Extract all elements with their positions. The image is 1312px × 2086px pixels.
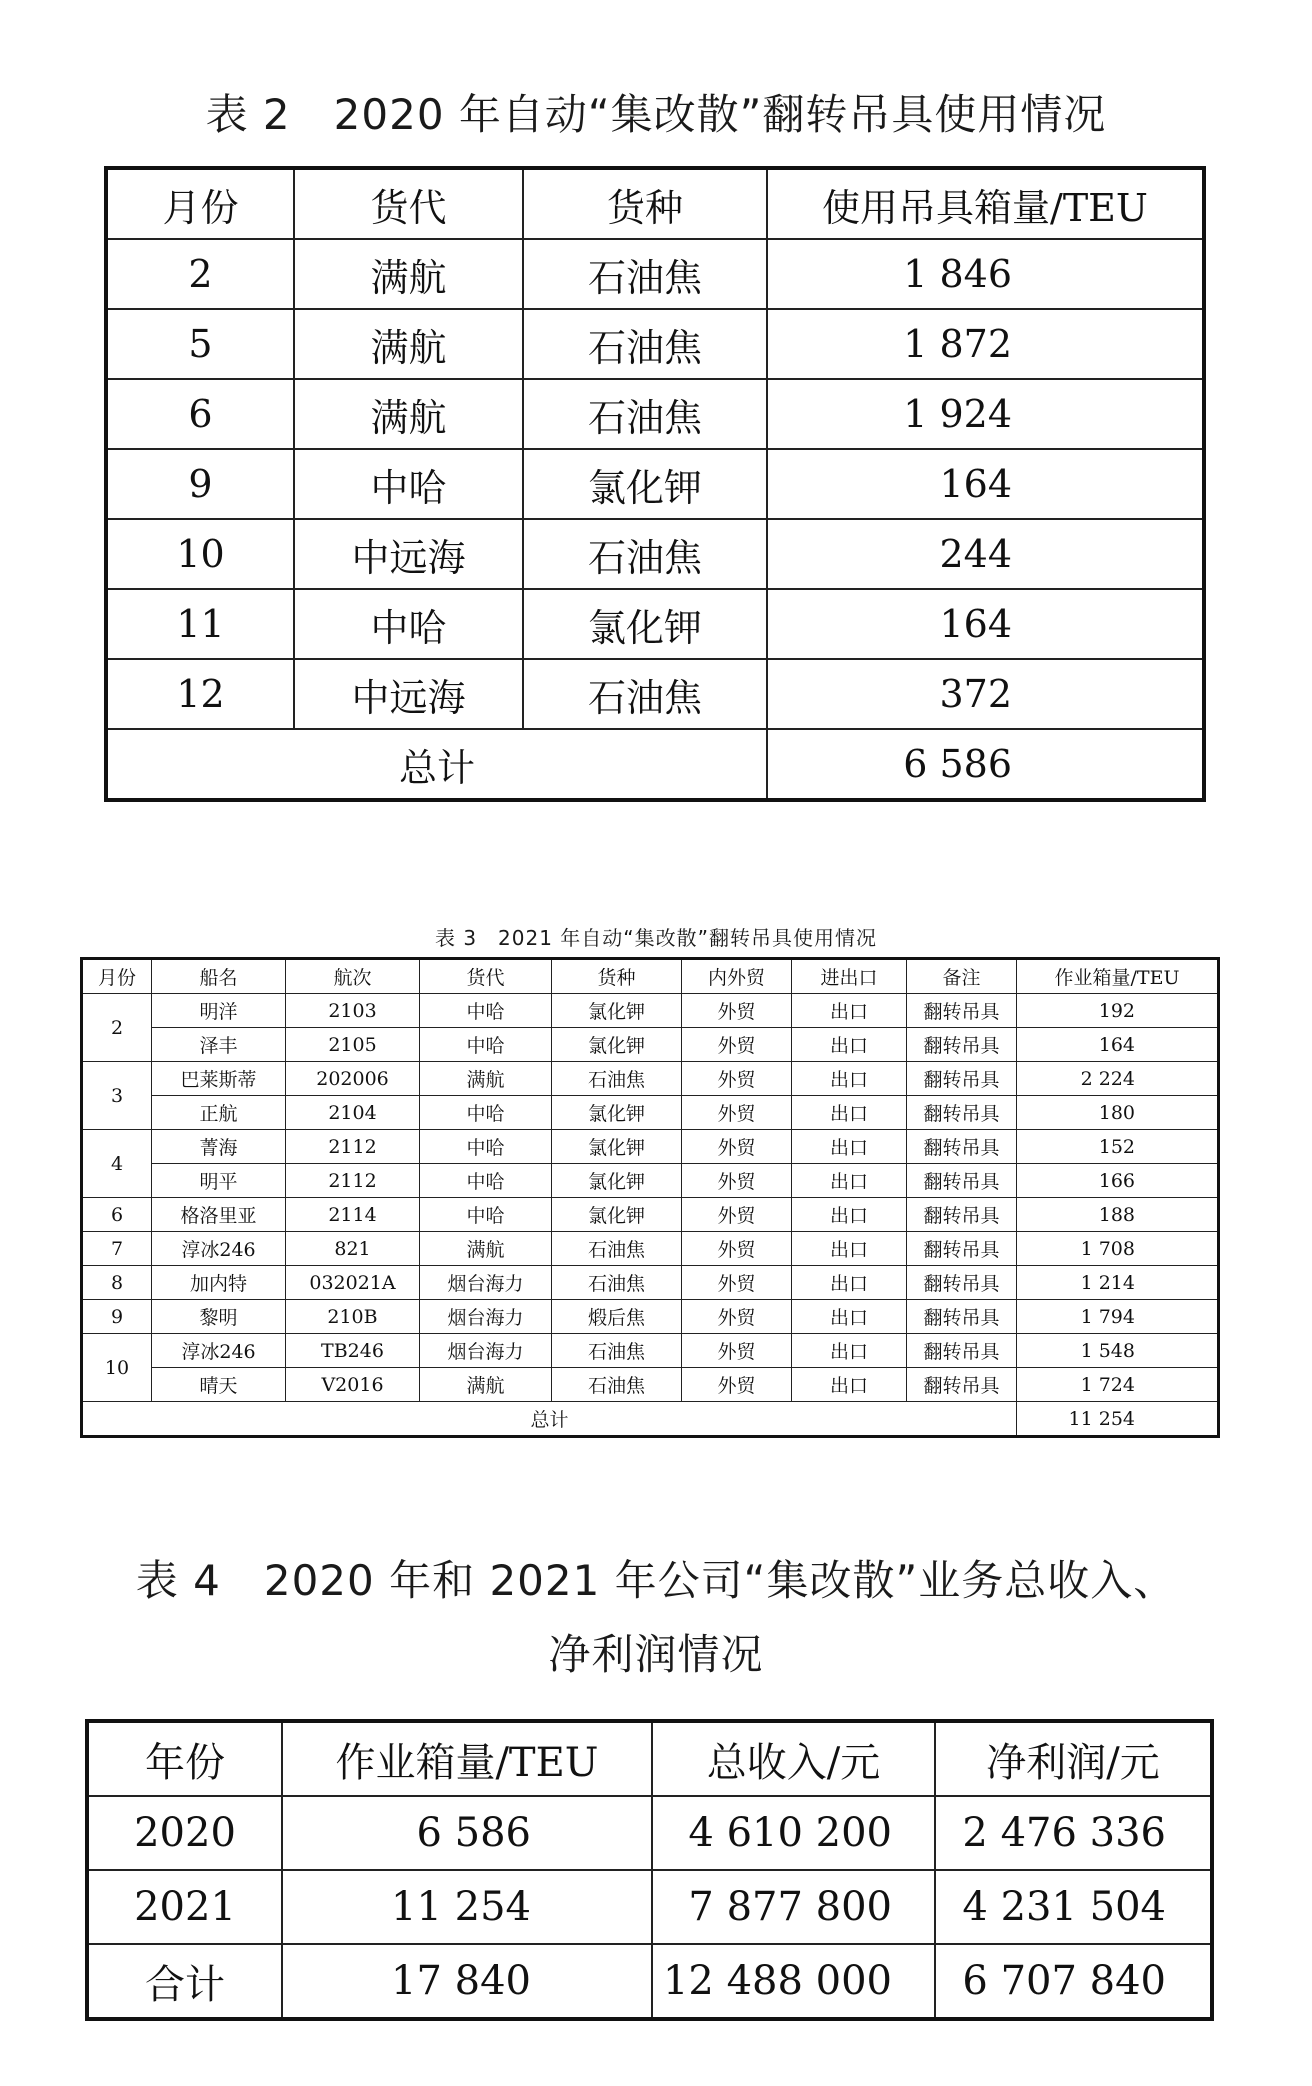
table3-cargo: 石油焦 xyxy=(552,1368,682,1402)
table3-ship: 格洛里亚 xyxy=(152,1198,286,1232)
table-row xyxy=(82,1028,1219,1062)
table4-revenue: 12 488 000 xyxy=(652,1944,935,2019)
table4-header-year: 年份 xyxy=(87,1721,282,1796)
table3-month: 6 xyxy=(82,1198,152,1232)
table3-agent: 中哈 xyxy=(420,1130,552,1164)
table3-trade: 外贸 xyxy=(682,1164,792,1198)
table2-teu: 1 872 xyxy=(767,309,1204,379)
table2-month: 11 xyxy=(106,589,294,659)
table3-ship: 淳冰246 xyxy=(152,1334,286,1368)
table3-io: 出口 xyxy=(792,1334,907,1368)
table3-cargo: 石油焦 xyxy=(552,1062,682,1096)
table3-teu: 192 xyxy=(1017,994,1219,1028)
table-row xyxy=(82,994,1219,1028)
table2-month: 6 xyxy=(106,379,294,449)
table3-header-teu: 作业箱量/TEU xyxy=(1017,959,1219,994)
table3-voyage: 202006 xyxy=(286,1062,420,1096)
table-row xyxy=(82,1368,1219,1402)
table3-month: 8 xyxy=(82,1266,152,1300)
table4-title-line1: 表 4 2020 年和 2021 年公司“集改散”业务总收入、 xyxy=(135,1556,1177,1605)
table2-total-label: 总计 xyxy=(106,729,767,800)
table4-year: 合计 xyxy=(87,1944,282,2019)
table3-header-trade: 内外贸 xyxy=(682,959,792,994)
table3-ship: 明平 xyxy=(152,1164,286,1198)
table3-cargo: 氯化钾 xyxy=(552,994,682,1028)
table3-teu: 1 794 xyxy=(1017,1300,1219,1334)
table2-agent: 中远海 xyxy=(294,519,523,589)
table3-io: 出口 xyxy=(792,1164,907,1198)
table3-note: 翻转吊具 xyxy=(907,1028,1017,1062)
table3-cargo: 氯化钾 xyxy=(552,1096,682,1130)
table3-voyage: 210B xyxy=(286,1300,420,1334)
table4-teu: 11 254 xyxy=(282,1870,652,1944)
table3-teu: 2 224 xyxy=(1017,1062,1219,1096)
table3-agent: 满航 xyxy=(420,1062,552,1096)
table3-voyage: 2112 xyxy=(286,1164,420,1198)
table4-header-profit: 净利润/元 xyxy=(935,1721,1212,1796)
table3-trade: 外贸 xyxy=(682,1266,792,1300)
table-row xyxy=(106,589,1204,659)
table2-total-value: 6 586 xyxy=(767,729,1204,800)
table3-agent: 满航 xyxy=(420,1368,552,1402)
table-row xyxy=(82,1300,1219,1334)
table3-agent: 中哈 xyxy=(420,994,552,1028)
table3-io: 出口 xyxy=(792,1130,907,1164)
table3-trade: 外贸 xyxy=(682,1368,792,1402)
table3-agent: 烟台海力 xyxy=(420,1334,552,1368)
table4-header-teu: 作业箱量/TEU xyxy=(282,1721,652,1796)
table3-cargo: 氯化钾 xyxy=(552,1130,682,1164)
table3-header-agent: 货代 xyxy=(420,959,552,994)
table-row xyxy=(106,309,1204,379)
table3-agent: 烟台海力 xyxy=(420,1300,552,1334)
table3-teu: 188 xyxy=(1017,1198,1219,1232)
table3-note: 翻转吊具 xyxy=(907,994,1017,1028)
table3-cargo: 氯化钾 xyxy=(552,1028,682,1062)
table-row xyxy=(82,1096,1219,1130)
table2-agent: 中哈 xyxy=(294,449,523,519)
table-row xyxy=(87,1796,1212,1870)
table2-month: 2 xyxy=(106,239,294,309)
table2-agent: 中远海 xyxy=(294,659,523,729)
table3-month: 7 xyxy=(82,1232,152,1266)
table3-month: 4 xyxy=(82,1130,152,1198)
table-row xyxy=(87,1870,1212,1944)
table3-agent: 中哈 xyxy=(420,1028,552,1062)
table3-ship: 加内特 xyxy=(152,1266,286,1300)
table-row xyxy=(87,1944,1212,2019)
table2-teu: 244 xyxy=(767,519,1204,589)
table3-voyage: 2112 xyxy=(286,1130,420,1164)
table3-voyage: 821 xyxy=(286,1232,420,1266)
table2-teu: 164 xyxy=(767,449,1204,519)
table-row xyxy=(82,1334,1219,1368)
table3-header-month: 月份 xyxy=(82,959,152,994)
table3-ship: 泽丰 xyxy=(152,1028,286,1062)
table3-ship: 黎明 xyxy=(152,1300,286,1334)
table2-teu: 1 846 xyxy=(767,239,1204,309)
table4-title-line2: 净利润情况 xyxy=(548,1630,764,1679)
table3-cargo: 石油焦 xyxy=(552,1334,682,1368)
table3-header-note: 备注 xyxy=(907,959,1017,994)
table4-header-revenue: 总收入/元 xyxy=(652,1721,935,1796)
table2-teu: 164 xyxy=(767,589,1204,659)
table3-teu: 152 xyxy=(1017,1130,1219,1164)
table3-voyage: V2016 xyxy=(286,1368,420,1402)
table2-header-row xyxy=(106,168,1204,239)
table4-year: 2020 xyxy=(87,1796,282,1870)
table3-total-row xyxy=(82,1402,1219,1437)
table3-ship: 淳冰246 xyxy=(152,1232,286,1266)
table-row xyxy=(82,1130,1219,1164)
table3-teu: 166 xyxy=(1017,1164,1219,1198)
table3-io: 出口 xyxy=(792,1300,907,1334)
table4-revenue: 7 877 800 xyxy=(652,1870,935,1944)
table-row xyxy=(106,659,1204,729)
table-row xyxy=(106,239,1204,309)
table3-voyage: 2105 xyxy=(286,1028,420,1062)
table3-voyage: 032021A xyxy=(286,1266,420,1300)
table3-note: 翻转吊具 xyxy=(907,1096,1017,1130)
table3-teu: 164 xyxy=(1017,1028,1219,1062)
table3-io: 出口 xyxy=(792,1062,907,1096)
table3-title: 表 3 2021 年自动“集改散”翻转吊具使用情况 xyxy=(434,926,878,950)
table3-teu: 1 548 xyxy=(1017,1334,1219,1368)
table3-note: 翻转吊具 xyxy=(907,1062,1017,1096)
table3-trade: 外贸 xyxy=(682,1130,792,1164)
table2-cargo: 石油焦 xyxy=(523,659,767,729)
table2-cargo: 石油焦 xyxy=(523,239,767,309)
table3-month: 9 xyxy=(82,1300,152,1334)
table-row xyxy=(106,449,1204,519)
table3-agent: 满航 xyxy=(420,1232,552,1266)
table2-agent: 中哈 xyxy=(294,589,523,659)
table2-teu: 372 xyxy=(767,659,1204,729)
table2-header-teu: 使用吊具箱量/TEU xyxy=(767,168,1204,239)
table3-ship: 菁海 xyxy=(152,1130,286,1164)
table3-trade: 外贸 xyxy=(682,1198,792,1232)
table3-total-label: 总计 xyxy=(82,1402,1017,1437)
table3-io: 出口 xyxy=(792,1232,907,1266)
table2-month: 10 xyxy=(106,519,294,589)
table3-io: 出口 xyxy=(792,1028,907,1062)
table2 xyxy=(104,166,1206,802)
table3-note: 翻转吊具 xyxy=(907,1198,1017,1232)
table4-header-row xyxy=(87,1721,1212,1796)
table2-cargo: 氯化钾 xyxy=(523,589,767,659)
table3-io: 出口 xyxy=(792,1096,907,1130)
table3-io: 出口 xyxy=(792,1368,907,1402)
table3-header-cargo: 货种 xyxy=(552,959,682,994)
table3-trade: 外贸 xyxy=(682,1232,792,1266)
table3-trade: 外贸 xyxy=(682,1334,792,1368)
table3-header-io: 进出口 xyxy=(792,959,907,994)
table3-agent: 中哈 xyxy=(420,1096,552,1130)
table2-agent: 满航 xyxy=(294,379,523,449)
table3-ship: 正航 xyxy=(152,1096,286,1130)
table3-voyage: TB246 xyxy=(286,1334,420,1368)
table4-profit: 4 231 504 xyxy=(935,1870,1212,1944)
table3-ship: 巴莱斯蒂 xyxy=(152,1062,286,1096)
table3-trade: 外贸 xyxy=(682,1096,792,1130)
table2-month: 9 xyxy=(106,449,294,519)
table3-trade: 外贸 xyxy=(682,1300,792,1334)
table3-cargo: 石油焦 xyxy=(552,1266,682,1300)
table2-cargo: 石油焦 xyxy=(523,519,767,589)
table3-cargo: 石油焦 xyxy=(552,1232,682,1266)
table3-month: 3 xyxy=(82,1062,152,1130)
table3-total-value: 11 254 xyxy=(1017,1402,1219,1437)
table3-cargo: 氯化钾 xyxy=(552,1198,682,1232)
table4-teu: 6 586 xyxy=(282,1796,652,1870)
table3-note: 翻转吊具 xyxy=(907,1130,1017,1164)
table2-header-agent: 货代 xyxy=(294,168,523,239)
table3-teu: 1 214 xyxy=(1017,1266,1219,1300)
table3-ship: 明洋 xyxy=(152,994,286,1028)
table-row xyxy=(106,519,1204,589)
table-row xyxy=(82,1062,1219,1096)
table3-teu: 1 708 xyxy=(1017,1232,1219,1266)
table3-io: 出口 xyxy=(792,994,907,1028)
table3-note: 翻转吊具 xyxy=(907,1368,1017,1402)
table3-note: 翻转吊具 xyxy=(907,1334,1017,1368)
table3-month: 2 xyxy=(82,994,152,1062)
table-row xyxy=(82,1232,1219,1266)
table2-cargo: 石油焦 xyxy=(523,379,767,449)
table2-agent: 满航 xyxy=(294,309,523,379)
table3-note: 翻转吊具 xyxy=(907,1300,1017,1334)
table2-teu: 1 924 xyxy=(767,379,1204,449)
table3-header-ship: 船名 xyxy=(152,959,286,994)
table2-cargo: 氯化钾 xyxy=(523,449,767,519)
table3-voyage: 2104 xyxy=(286,1096,420,1130)
table2-month: 12 xyxy=(106,659,294,729)
table3-teu: 180 xyxy=(1017,1096,1219,1130)
table4 xyxy=(85,1719,1214,2021)
table-row xyxy=(82,1266,1219,1300)
table3-io: 出口 xyxy=(792,1266,907,1300)
table3-trade: 外贸 xyxy=(682,1028,792,1062)
table2-month: 5 xyxy=(106,309,294,379)
table4-profit: 6 707 840 xyxy=(935,1944,1212,2019)
table2-cargo: 石油焦 xyxy=(523,309,767,379)
table4-revenue: 4 610 200 xyxy=(652,1796,935,1870)
table3-note: 翻转吊具 xyxy=(907,1232,1017,1266)
table3-agent: 中哈 xyxy=(420,1198,552,1232)
table3-trade: 外贸 xyxy=(682,994,792,1028)
table-row xyxy=(106,379,1204,449)
table4-teu: 17 840 xyxy=(282,1944,652,2019)
table4-profit: 2 476 336 xyxy=(935,1796,1212,1870)
table-row xyxy=(82,1198,1219,1232)
table3-cargo: 氯化钾 xyxy=(552,1164,682,1198)
table3-cargo: 煅后焦 xyxy=(552,1300,682,1334)
table2-header-month: 月份 xyxy=(106,168,294,239)
table3-month: 10 xyxy=(82,1334,152,1402)
table2-total-row xyxy=(106,729,1204,800)
table3-io: 出口 xyxy=(792,1198,907,1232)
table3-trade: 外贸 xyxy=(682,1062,792,1096)
table3-teu: 1 724 xyxy=(1017,1368,1219,1402)
table3-agent: 中哈 xyxy=(420,1164,552,1198)
table3-note: 翻转吊具 xyxy=(907,1266,1017,1300)
table3-header-row xyxy=(82,959,1219,994)
table3-note: 翻转吊具 xyxy=(907,1164,1017,1198)
table-row xyxy=(82,1164,1219,1198)
table3-header-voyage: 航次 xyxy=(286,959,420,994)
table2-agent: 满航 xyxy=(294,239,523,309)
table3 xyxy=(80,957,1220,1438)
table3-voyage: 2114 xyxy=(286,1198,420,1232)
table2-title: 表 2 2020 年自动“集改散”翻转吊具使用情况 xyxy=(205,90,1107,139)
table3-voyage: 2103 xyxy=(286,994,420,1028)
table3-agent: 烟台海力 xyxy=(420,1266,552,1300)
table2-header-cargo: 货种 xyxy=(523,168,767,239)
table4-year: 2021 xyxy=(87,1870,282,1944)
table3-ship: 晴天 xyxy=(152,1368,286,1402)
